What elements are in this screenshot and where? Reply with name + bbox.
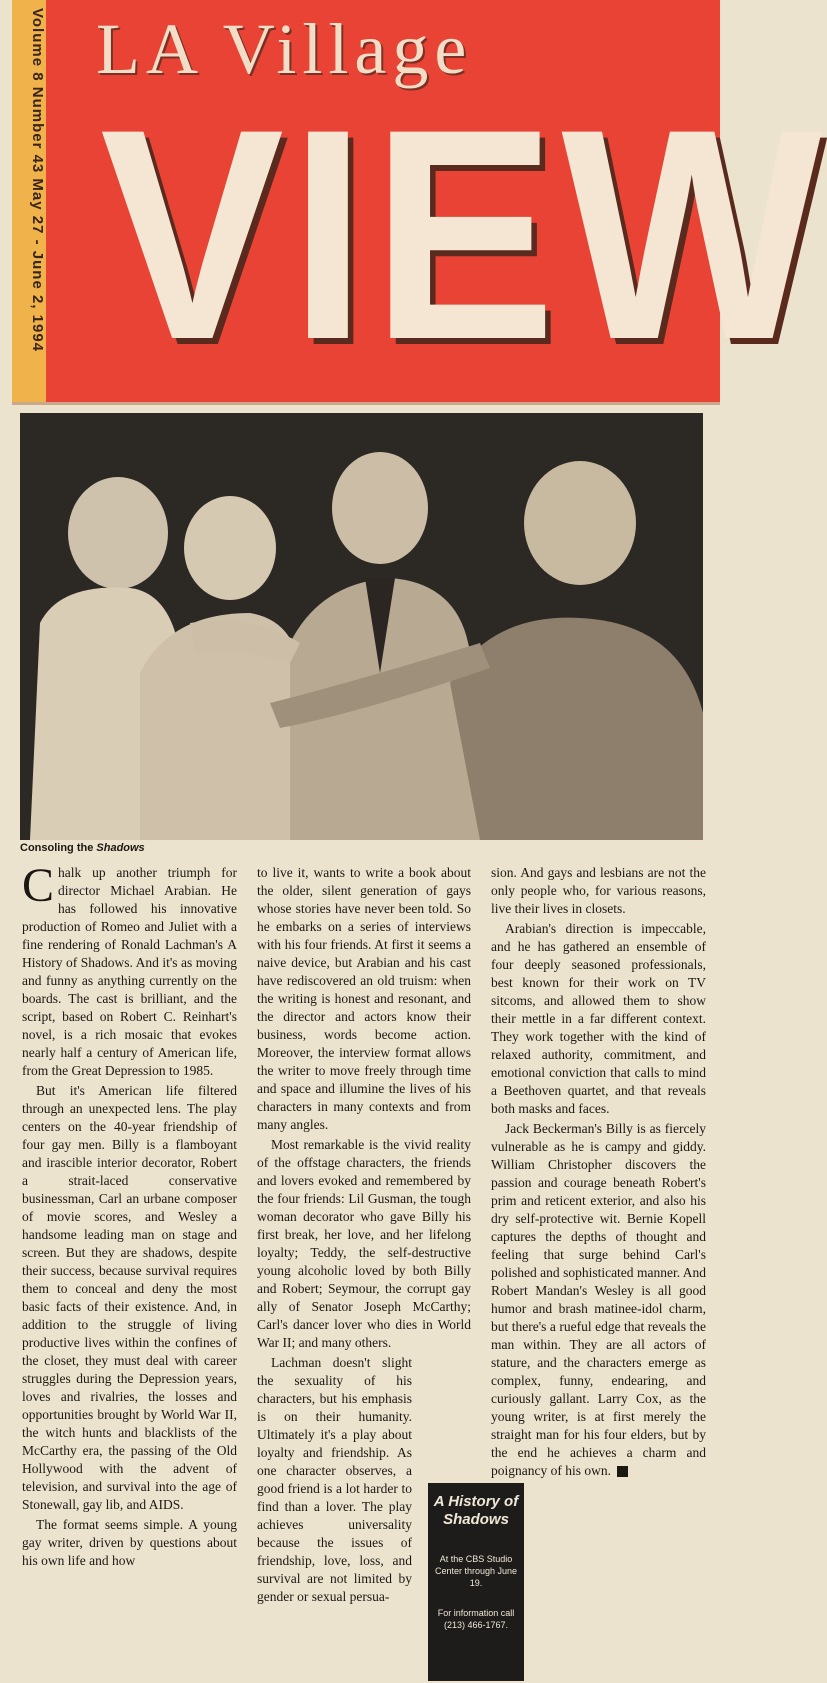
- caption-prefix: Consoling the: [20, 842, 94, 854]
- issue-sidebar: [12, 0, 46, 402]
- paragraph-text: Jack Beckerman's Billy is as fiercely vulnerable as he is campy and giddy. William Christopher discovers the passion and courage beneath Robert's prim and reticent exterior, and also his dry self-protective wit. Bernie Kopell captures the depths of thought and feeling that surge behind Carl's polished and sophisticated manner. And Robert Mandan's Wesley is all good humor and brash matinee-idol charm, but there's a rueful edge that reveals the man within. They are all actors of stature, and the characters emerge as complex, funny, endearing, and curiously gallant. Larry Cox, as the young writer, is at first merely the straight man for his four elders, but by the end he achieves a charm and poignancy of his own.: [491, 1121, 706, 1478]
- paragraph: [22, 859, 237, 1080]
- volume-line: Volume 8 Number 43 May 27 - June 2, 1994: [29, 8, 46, 353]
- article-column-3: [491, 864, 706, 1482]
- title-top: LA Village: [96, 9, 473, 89]
- paragraph: The format seems simple. A young gay writer, driven by questions about his own life and how: [22, 1517, 237, 1568]
- info-title: A History of Shadows: [433, 1493, 519, 1528]
- photo-caption: [20, 842, 145, 854]
- paragraph: Arabian's direction is impeccable, and he has gathered an ensemble of four deeply seasoned professionals, best known for their work on TV sitcoms, and allowed them to show their mettle in a far different context. They work together with the kind of relaxed authority, commitment, and emotional conviction that calls to mind a Beethoven quartet, and that reveals both masks and faces.: [491, 921, 706, 1116]
- article-column-1: [22, 859, 237, 1572]
- paragraph: [491, 1120, 706, 1480]
- paragraph: Lachman doesn't slight the sexuality of his characters, but his emphasis is on their humanity. Ultimately it's a play about loyalty and friendship. As one character observes, a good friend is a lot harder to find than a lover. The play achieves universality because the issues of friendship, love, loss, and survival are not limited by gender or sexual persua-: [257, 1355, 412, 1604]
- paragraph: Most remarkable is the vivid reality of the offstage characters, the friends and lovers evoked and remembered by the four friends: Lil Gusman, the tough woman decorator who gave Billy his first break, her love, and her lifelong loyalty; Teddy, the self-destructive young alcoholic loved by both Billy and Robert; Seymour, the corrupt gay ally of Senator Joseph McCarthy; Carl's dancer lover who dies in World War II; and many others.: [257, 1137, 471, 1350]
- photo-illustration: [20, 413, 703, 840]
- paragraph: sion. And gays and lesbians are not the only people who, for various reasons, live their lives in closets.: [491, 865, 706, 916]
- info-venue: At the CBS Studio Center through June 19.: [434, 1554, 518, 1588]
- end-mark-icon: [617, 1466, 628, 1477]
- title-main: VIEW: [100, 66, 827, 402]
- paragraph: But it's American life filtered through an unexpected lens. The play centers on the 40-year friendship of four gay men. Billy is a flamboyant and irascible interior decorator, Robert a strait-laced conservative businessman, Carl an urbane composer of movie scores, and Wesley a handsome leading man on stage and screen. But they are shadows, despite their success, because survival requires them to conceal and deny the most basic facts of their existence. And, in addition to the struggle of living productive lives within the confines of the closet, they must deal with career struggles during the Depression years, loves and rivalries, the losses and opportunities brought by World War II, the witch hunts and blacklists of the McCarthy era, the passing of the Old Hollywood with the advent of television, and survival into the age of Stonewall, gay lib, and AIDS.: [22, 1083, 237, 1512]
- masthead: [12, 0, 827, 405]
- paragraph-text: halk up another triumph for director Michael Arabian. He has followed his innovative production of Romeo and Juliet with a fine rendering of Ronald Lachman's A History of Shadows. And it's as moving and funny as anything currently on the boards. The cast is brilliant, and the script, based on Robert C. Reinhart's novel, is a rich mosaic that evokes nearly half a century of American life, from the Great Depression to 1985.: [22, 865, 237, 1078]
- cast-photo: [20, 413, 703, 840]
- drop-cap: C: [22, 859, 55, 912]
- paragraph: to live it, wants to write a book about the older, silent generation of gays whose stories have never been told. So he embarks on a series of interviews with his four friends. At first it seems a naive device, but Arabian and his cast have rediscovered an old truism: when the writing is honest and resonant, and the director and actors know their business, words become action. Moreover, the interview format allows the writer to move freely through time and space and illumine the lives of his characters in many contexts and from many angles.: [257, 865, 471, 1132]
- info-phone: For information call (213) 466-1767.: [437, 1608, 515, 1630]
- caption-italic: Shadows: [96, 842, 145, 854]
- info-box: [428, 1483, 524, 1681]
